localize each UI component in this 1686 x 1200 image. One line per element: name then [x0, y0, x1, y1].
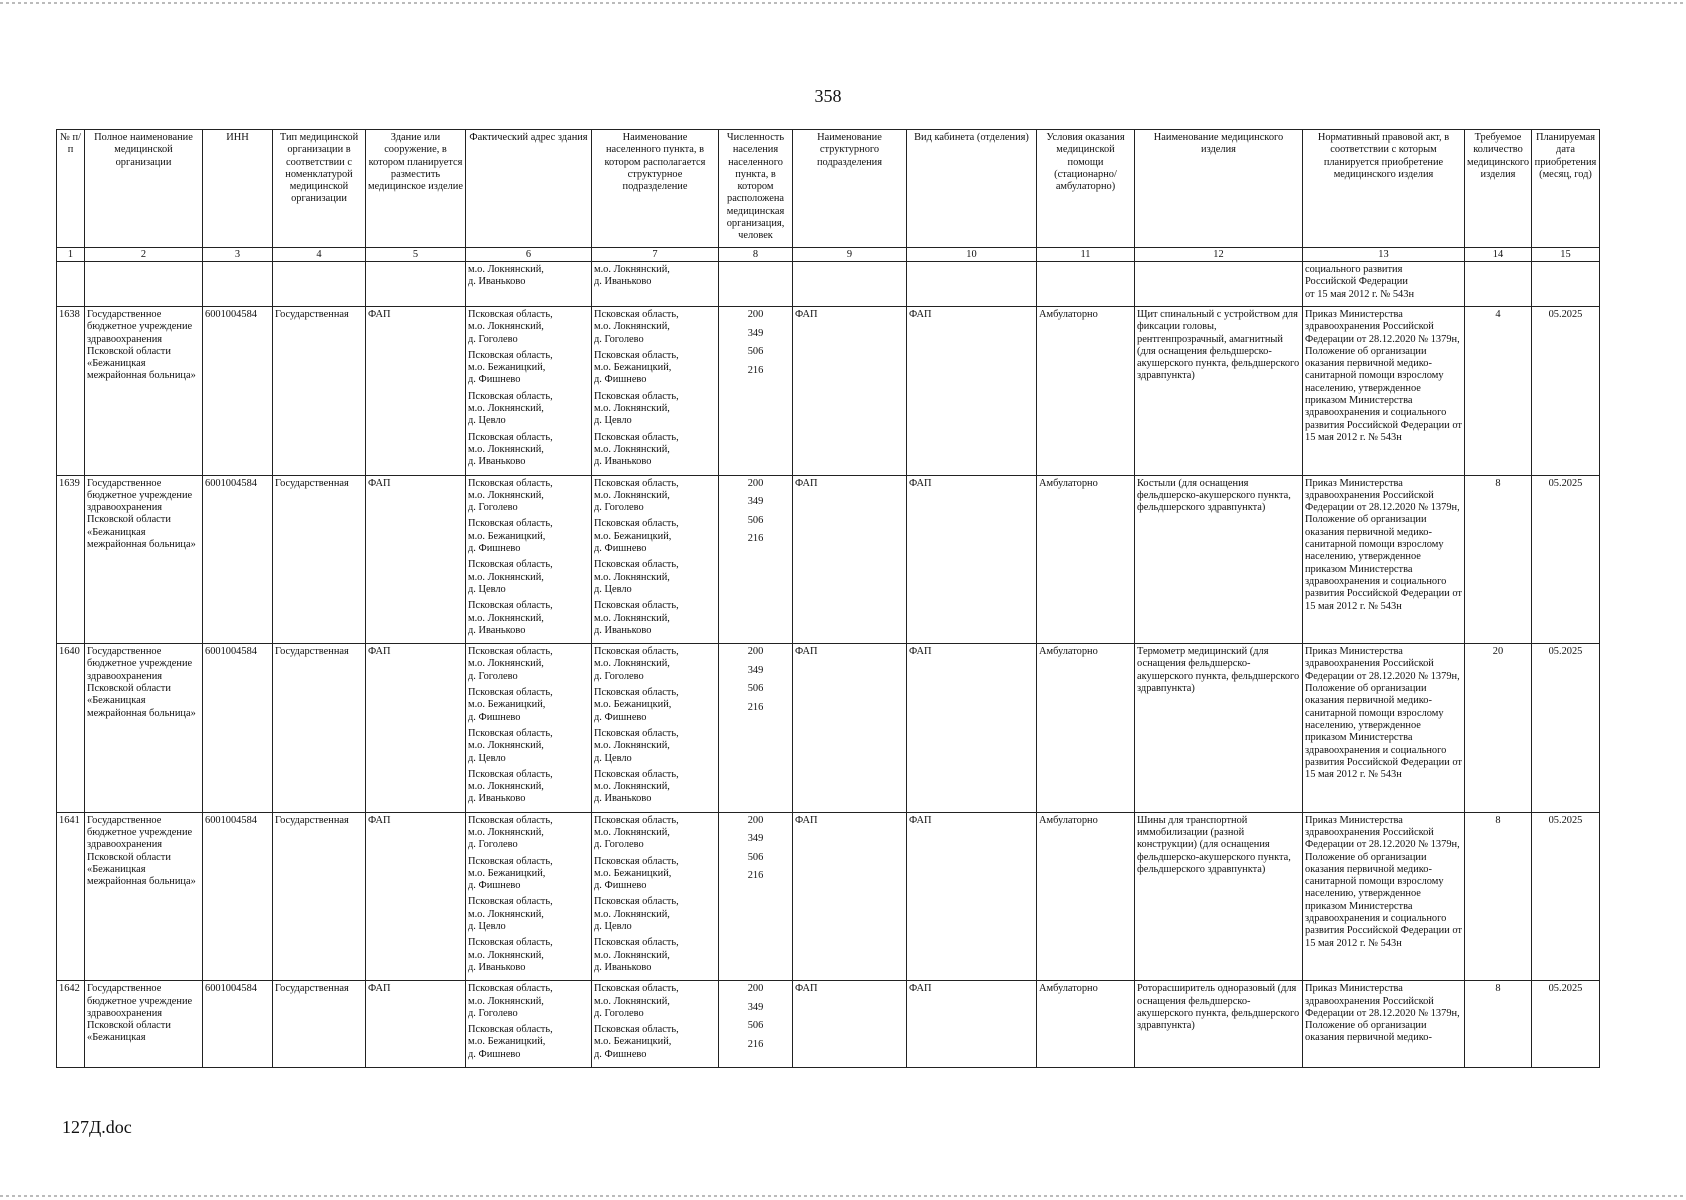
legal-act: Приказ Министерства здравоохранения Российской Федерации от 28.12.2020 № 1379н, Положение об организации оказания первичной медико-санитарной помощи взрослому населению, утвержденное приказом Министерства здравоохранения и социального развития Российской Федерации от 15 мая 2012 г. № 543н: [1303, 475, 1465, 644]
address-line: Псковская область, м.о. Локнянский, д. Гоголево: [468, 983, 553, 1019]
cabinet-type: ФАП: [907, 307, 1037, 476]
quantity: 20: [1465, 644, 1532, 813]
continuation-row: [57, 262, 1600, 307]
population-value: 506: [747, 851, 764, 863]
structural-unit: ФАП: [793, 475, 907, 644]
header-cell: Нормативный правовой акт, в соответствии с которым планируется приобретение медицинского изделия: [1303, 130, 1465, 248]
org-type: Государственная: [273, 981, 366, 1068]
settlement-line: Псковская область, м.о. Локнянский, д. Гоголево: [594, 477, 679, 514]
column-number: 3: [203, 248, 273, 262]
address-cell: м.о. Локнянский, д. Иваньково: [466, 262, 592, 307]
population-value: 349: [747, 327, 764, 339]
column-number: 7: [592, 248, 719, 262]
building: ФАП: [366, 475, 466, 644]
population-value: 200: [747, 814, 764, 826]
population-value: 506: [747, 1020, 764, 1032]
device-name: Щит спинальный с устройством для фиксации головы, рентгенпрозрачный, амагнитный (для оснащения фельдшерско-акушерского пункта, фельдшерского здравпункта): [1135, 307, 1303, 476]
org-type: Государственная: [273, 475, 366, 644]
care-conditions: Амбулаторно: [1037, 644, 1135, 813]
column-number: 9: [793, 248, 907, 262]
header-cell: Планируемая дата приобретения (месяц, год): [1532, 130, 1600, 248]
equipment-table: [56, 129, 1600, 1068]
column-number: 11: [1037, 248, 1135, 262]
address-line: Псковская область, м.о. Бежаницкий, д. Фишнево: [468, 687, 553, 723]
quantity: 4: [1465, 307, 1532, 476]
population-cell: [719, 981, 793, 1068]
row-number: 1641: [57, 812, 85, 981]
column-number: 12: [1135, 248, 1303, 262]
column-number-row: [57, 248, 1600, 262]
header-cell: Требуемое количество медицинского изделия: [1465, 130, 1532, 248]
settlement-line: Псковская область, м.о. Локнянский, д. Иваньково: [594, 431, 679, 468]
inn: 6001004584: [203, 812, 273, 981]
settlement-line: Псковская область, м.о. Бежаницкий, д. Фишнево: [594, 1024, 679, 1060]
population-cell: [719, 644, 793, 813]
purchase-date: 05.2025: [1532, 307, 1600, 476]
population-value: 200: [747, 477, 764, 489]
quantity: 8: [1465, 812, 1532, 981]
address-line: Псковская область, м.о. Локнянский, д. Цевло: [468, 896, 553, 933]
header-cell: Здание или сооружение, в котором планируется разместить медицинское изделие: [366, 130, 466, 248]
header-cell: Тип медицинской организации в соответствии с номенклатурой медицинской организации: [273, 130, 366, 248]
legal-act: Приказ Министерства здравоохранения Российской Федерации от 28.12.2020 № 1379н, Положение об организации оказания первичной медико-санитарной помощи взрослому населению, утвержденное приказом Министерства здравоохранения и социального развития Российской Федерации от 15 мая 2012 г. № 543н: [1303, 812, 1465, 981]
address-line: Псковская область, м.о. Локнянский, д. Иваньково: [468, 768, 553, 805]
act-cell: социального развития Российской Федерации от 15 мая 2012 г. № 543н: [1303, 262, 1465, 307]
header-cell: Полное наименование медицинской организации: [85, 130, 203, 248]
population-value: 349: [747, 664, 764, 676]
population-value: 216: [747, 870, 764, 882]
header-cell: Наименование структурного подразделения: [793, 130, 907, 248]
header-cell: Численность населения населенного пункта, в котором расположена медицинская организация, человек: [719, 130, 793, 248]
address-line: Псковская область, м.о. Локнянский, д. Иваньково: [468, 600, 553, 636]
population-value: 200: [747, 646, 764, 658]
settlement-line: Псковская область, м.о. Локнянский, д. Иваньково: [594, 600, 679, 636]
population-value: 200: [747, 983, 764, 995]
settlement-cell: [592, 812, 719, 981]
address-cell: [466, 812, 592, 981]
population-cell: [719, 812, 793, 981]
row-number: 1642: [57, 981, 85, 1068]
address-line: Псковская область, м.о. Локнянский, д. Гоголево: [468, 309, 553, 345]
legal-act: Приказ Министерства здравоохранения Российской Федерации от 28.12.2020 № 1379н, Положение об организации оказания первичной медико-: [1303, 981, 1465, 1068]
settlement-cell: [592, 981, 719, 1068]
building: ФАП: [366, 307, 466, 476]
quantity: 8: [1465, 981, 1532, 1068]
population-cell: [719, 307, 793, 476]
purchase-date: 05.2025: [1532, 475, 1600, 644]
settlement-line: Псковская область, м.о. Локнянский, д. Цевло: [594, 727, 679, 764]
settlement-cell: [592, 644, 719, 813]
column-number: 4: [273, 248, 366, 262]
org-name: Государственное бюджетное учреждение здравоохранения Псковской области «Бежаницкая межрайонная больница»: [85, 475, 203, 644]
row-number: 1640: [57, 644, 85, 813]
device-name: Роторасширитель одноразовый (для оснащения фельдшерско-акушерского пункта, фельдшерского здравпункта): [1135, 981, 1303, 1068]
scan-edge-bottom: [0, 1195, 1686, 1197]
legal-act: Приказ Министерства здравоохранения Российской Федерации от 28.12.2020 № 1379н, Положение об организации оказания первичной медико-санитарной помощи взрослому населению, утвержденное приказом Министерства здравоохранения и социального развития Российской Федерации от 15 мая 2012 г. № 543н: [1303, 644, 1465, 813]
building: ФАП: [366, 981, 466, 1068]
population-value: 200: [747, 309, 764, 320]
address-line: Псковская область, м.о. Бежаницкий, д. Фишнево: [468, 518, 553, 555]
settlement-line: Псковская область, м.о. Локнянский, д. Гоголево: [594, 983, 679, 1019]
address-line: Псковская область, м.о. Локнянский, д. Иваньково: [468, 431, 553, 468]
address-line: Псковская область, м.о. Бежаницкий, д. Фишнево: [468, 1024, 553, 1060]
settlement-cell: [592, 307, 719, 476]
column-number: 8: [719, 248, 793, 262]
table-row: [57, 475, 1600, 644]
settlement-line: Псковская область, м.о. Локнянский, д. Иваньково: [594, 768, 679, 805]
org-name: Государственное бюджетное учреждение здравоохранения Псковской области «Бежаницкая межрайонная больница»: [85, 307, 203, 476]
settlement-line: Псковская область, м.о. Локнянский, д. Цевло: [594, 559, 679, 595]
care-conditions: Амбулаторно: [1037, 812, 1135, 981]
quantity: 8: [1465, 475, 1532, 644]
inn: 6001004584: [203, 475, 273, 644]
settlement-line: Псковская область, м.о. Локнянский, д. Гоголево: [594, 814, 679, 851]
column-number: 14: [1465, 248, 1532, 262]
structural-unit: ФАП: [793, 812, 907, 981]
purchase-date: 05.2025: [1532, 981, 1600, 1068]
population-value: 349: [747, 1001, 764, 1013]
header-cell: № п/п: [57, 130, 85, 248]
device-name: Термометр медицинский (для оснащения фельдшерско-акушерского пункта, фельдшерского здравпункта): [1135, 644, 1303, 813]
header-cell: ИНН: [203, 130, 273, 248]
row-number: 1638: [57, 307, 85, 476]
building: ФАП: [366, 812, 466, 981]
header-cell: Условия оказания медицинской помощи (стационарно/ амбулаторно): [1037, 130, 1135, 248]
building: ФАП: [366, 644, 466, 813]
address-cell: [466, 981, 592, 1068]
address-line: Псковская область, м.о. Локнянский, д. Гоголево: [468, 814, 553, 851]
address-line: Псковская область, м.о. Локнянский, д. Цевло: [468, 727, 553, 764]
settlement-line: Псковская область, м.о. Локнянский, д. Иваньково: [594, 937, 679, 973]
device-name: Костыли (для оснащения фельдшерско-акушерского пункта, фельдшерского здравпункта): [1135, 475, 1303, 644]
cabinet-type: ФАП: [907, 644, 1037, 813]
population-value: 506: [747, 683, 764, 695]
header-cell: Фактический адрес здания: [466, 130, 592, 248]
settlement-cell: [592, 475, 719, 644]
population-value: 506: [747, 514, 764, 526]
page-number: 358: [814, 86, 842, 106]
structural-unit: ФАП: [793, 981, 907, 1068]
care-conditions: Амбулаторно: [1037, 475, 1135, 644]
device-name: Шины для транспортной иммобилизации (разной конструкции) (для оснащения фельдшерско-акушерского пункта, фельдшерского здравпункта): [1135, 812, 1303, 981]
org-type: Государственная: [273, 812, 366, 981]
column-number: 6: [466, 248, 592, 262]
org-name: Государственное бюджетное учреждение здравоохранения Псковской области «Бежаницкая межрайонная больница»: [85, 812, 203, 981]
population-value: 216: [747, 533, 764, 545]
address-line: Псковская область, м.о. Локнянский, д. Гоголево: [468, 646, 553, 682]
settlement-cell: м.о. Локнянский, д. Иваньково: [592, 262, 719, 307]
population-value: 216: [747, 364, 764, 376]
address-line: Псковская область, м.о. Локнянский, д. Цевло: [468, 559, 553, 595]
cabinet-type: ФАП: [907, 812, 1037, 981]
care-conditions: Амбулаторно: [1037, 307, 1135, 476]
purchase-date: 05.2025: [1532, 644, 1600, 813]
population-value: 216: [747, 701, 764, 713]
column-number: 15: [1532, 248, 1600, 262]
org-name: Государственное бюджетное учреждение здравоохранения Псковской области «Бежаницкая: [85, 981, 203, 1068]
population-cell: [719, 475, 793, 644]
org-type: Государственная: [273, 644, 366, 813]
address-line: Псковская область, м.о. Локнянский, д. Гоголево: [468, 477, 553, 514]
address-cell: [466, 644, 592, 813]
column-number: 13: [1303, 248, 1465, 262]
row-number: 1639: [57, 475, 85, 644]
address-line: Псковская область, м.о. Бежаницкий, д. Фишнево: [468, 349, 553, 386]
legal-act: Приказ Министерства здравоохранения Российской Федерации от 28.12.2020 № 1379н, Положение об организации оказания первичной медико-санитарной помощи взрослому населению, утвержденное приказом Министерства здравоохранения и социального развития Российской Федерации от 15 мая 2012 г. № 543н: [1303, 307, 1465, 476]
settlement-line: Псковская область, м.о. Бежаницкий, д. Фишнево: [594, 349, 679, 386]
population-value: 506: [747, 346, 764, 357]
cabinet-type: ФАП: [907, 475, 1037, 644]
table-row: [57, 812, 1600, 981]
inn: 6001004584: [203, 644, 273, 813]
settlement-line: Псковская область, м.о. Бежаницкий, д. Фишнево: [594, 687, 679, 723]
scan-edge-top: [0, 2, 1686, 4]
header-row: [57, 130, 1600, 248]
settlement-line: Псковская область, м.о. Локнянский, д. Цевло: [594, 390, 679, 427]
address-line: Псковская область, м.о. Бежаницкий, д. Фишнево: [468, 855, 553, 892]
purchase-date: 05.2025: [1532, 812, 1600, 981]
table-row: [57, 307, 1600, 476]
settlement-line: Псковская область, м.о. Локнянский, д. Гоголево: [594, 646, 679, 682]
address-cell: [466, 307, 592, 476]
cabinet-type: ФАП: [907, 981, 1037, 1068]
inn: 6001004584: [203, 307, 273, 476]
population-value: 349: [747, 496, 764, 508]
column-number: 5: [366, 248, 466, 262]
address-line: Псковская область, м.о. Локнянский, д. Иваньково: [468, 937, 553, 973]
structural-unit: ФАП: [793, 307, 907, 476]
settlement-line: Псковская область, м.о. Бежаницкий, д. Фишнево: [594, 855, 679, 892]
org-type: Государственная: [273, 307, 366, 476]
settlement-line: Псковская область, м.о. Локнянский, д. Цевло: [594, 896, 679, 933]
table-row: [57, 644, 1600, 813]
population-value: 349: [747, 833, 764, 845]
structural-unit: ФАП: [793, 644, 907, 813]
population-value: 216: [747, 1038, 764, 1050]
address-cell: [466, 475, 592, 644]
column-number: 2: [85, 248, 203, 262]
org-name: Государственное бюджетное учреждение здравоохранения Псковской области «Бежаницкая межрайонная больница»: [85, 644, 203, 813]
document-filename: 127Д.doc: [62, 1117, 132, 1137]
header-cell: Наименование населенного пункта, в котором располагается структурное подразделение: [592, 130, 719, 248]
care-conditions: Амбулаторно: [1037, 981, 1135, 1068]
column-number: 10: [907, 248, 1037, 262]
header-cell: Наименование медицинского изделия: [1135, 130, 1303, 248]
column-number: 1: [57, 248, 85, 262]
settlement-line: Псковская область, м.о. Локнянский, д. Гоголево: [594, 309, 679, 345]
table-row: [57, 981, 1600, 1068]
inn: 6001004584: [203, 981, 273, 1068]
address-line: Псковская область, м.о. Локнянский, д. Цевло: [468, 390, 553, 427]
settlement-line: Псковская область, м.о. Бежаницкий, д. Фишнево: [594, 518, 679, 555]
header-cell: Вид кабинета (отделения): [907, 130, 1037, 248]
